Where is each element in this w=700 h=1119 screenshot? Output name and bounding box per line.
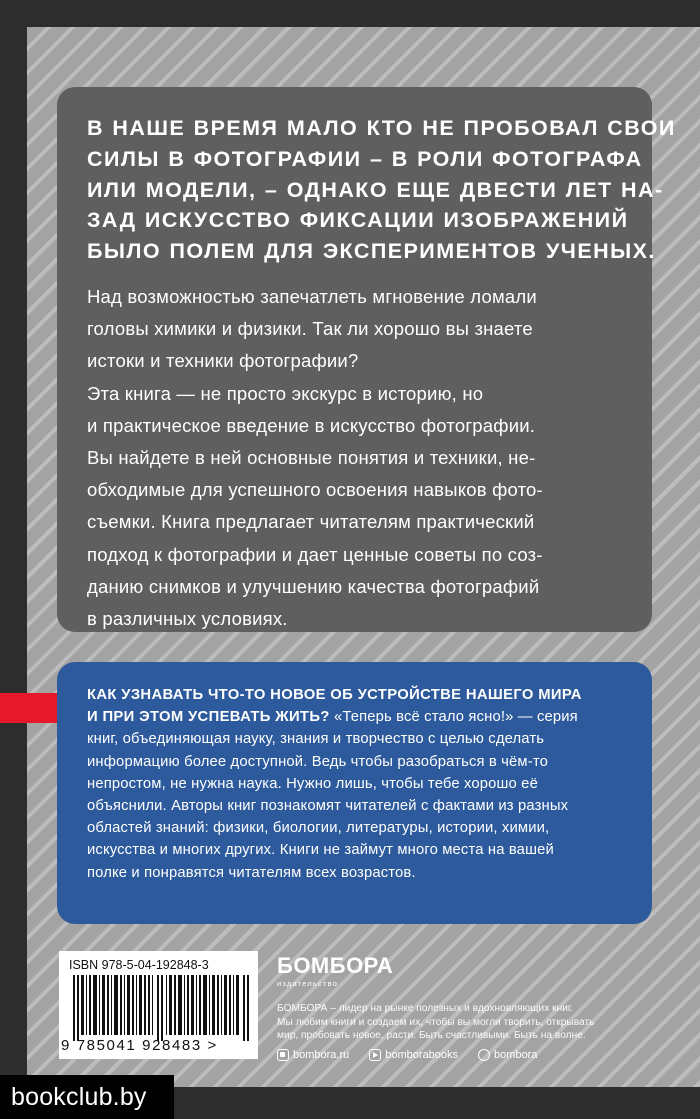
publisher-block [277,955,597,1061]
body-line: Эта книга — не просто экскурс в историю, но [87,382,484,404]
series-paragraph [87,684,630,884]
barcode-icon [73,975,249,1041]
lead-line: ИЛИ МОДЕЛИ, – ОДНАКО ЕЩЕ ДВЕСТИ ЛЕТ НА- [87,177,664,202]
publisher-logo-name: БОМБОРА [277,953,394,978]
publisher-logo-subtitle: издательство [277,979,339,988]
series-heading-line: КАК УЗНАВАТЬ ЧТО-ТО НОВОЕ ОБ УСТРОЙСТВЕ НАШЕГО МИРА [87,687,582,703]
publisher-description-line: Мы любим книги и создаем их, чтобы вы могли творить, открывать [277,1016,595,1028]
series-line: областей знаний: физики, биологии, литературы, истории, химии, [87,820,550,837]
series-heading-end: И ПРИ ЭТОМ УСПЕВАТЬ ЖИТЬ? [87,709,330,726]
lead-line: ЗАД ИСКУССТВО ФИКСАЦИИ ИЗОБРАЖЕНИЙ [87,208,629,233]
isbn-label: ISBN 978-5-04-192848-3 [69,958,209,972]
vk-icon [277,1049,289,1061]
series-line: непростом, не нужна наука. Нужно лишь, чтобы тебе хорошо её [87,775,538,792]
body-line: подход к фотографии и дает ценные советы по соз- [87,543,543,565]
body-line: Над возможностью запечатлеть мгновение ломали [87,285,537,307]
body-line: в различных условиях. [87,608,288,630]
series-line-rest: «Теперь всё стало ясно!» — серия [329,709,578,726]
site-watermark: bookclub.by [0,1075,174,1119]
lead-paragraph [87,113,676,267]
lead-line: В НАШЕ ВРЕМЯ МАЛО КТО НЕ ПРОБОВАЛ СВОИ [87,116,676,140]
publisher-description-line: БОМБОРА – лидер на рынке полезных и вдохновляющих книг. [277,1003,574,1014]
social-link-label: bombora.ru [293,1048,350,1061]
social-link-label: bombora [494,1048,538,1061]
body-line: данию снимков и улучшению качества фотографий [87,575,540,597]
body-line: истоки и техники фотографии? [87,350,359,372]
social-links [277,1049,597,1061]
telegram-icon [478,1049,490,1061]
publisher-description [277,1002,597,1043]
body-line: и практическое введение в искусство фотографии. [87,414,536,436]
social-link-site[interactable] [277,1049,349,1061]
body-line: Вы найдете в ней основные понятия и техники, не- [87,447,536,468]
series-line [87,706,630,728]
social-link-youtube[interactable] [369,1049,458,1061]
lead-line: БЫЛО ПОЛЕМ ДЛЯ ЭКСПЕРИМЕНТОВ УЧЕНЫХ. [87,239,656,264]
series-line: книг, объединяющая науку, знания и творчество с целью сделать [87,731,545,748]
series-box [57,662,652,924]
series-line: искусства и многих других. Книги не займут много места на вашей [87,842,554,859]
social-link-telegram[interactable] [478,1049,537,1061]
body-line: съемки. Книга предлагает читателям практический [87,511,535,533]
youtube-icon [369,1049,381,1061]
body-line: головы химики и физики. Так ли хорошо вы знаете [87,318,533,340]
barcode-number: 9 785041 928483 > [61,1037,218,1054]
series-line: объяснили. Авторы книг познакомят читателей с фактами из разных [87,798,569,815]
body-paragraph [87,281,622,635]
social-link-label: bomborabooks [385,1048,459,1061]
body-line: обходимые для успешного освоения навыков фото- [87,479,543,501]
barcode-panel [59,951,258,1059]
series-line: информацию более доступной. Ведь чтобы разобраться в чём-то [87,753,548,770]
publisher-description-line: мир, пробовать новое, расти. Быть счастливыми. Быть на волне. [277,1030,586,1041]
lead-line: СИЛЫ В ФОТОГРАФИИ – В РОЛИ ФОТОГРАФА [87,146,643,171]
series-line: полке и понравятся читателям всех возрастов. [87,864,416,881]
description-box [57,87,676,632]
